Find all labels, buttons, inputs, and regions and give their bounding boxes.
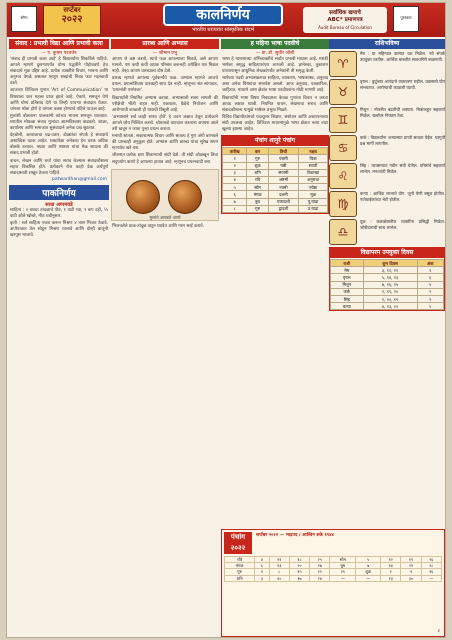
table-cell: १: [223, 155, 247, 162]
stamp-badge: स्टॅम्प: [11, 6, 37, 32]
table-row: [331, 267, 444, 274]
zodiac-sign-icon: ♍: [329, 191, 357, 217]
table-cell: वृषभ: [331, 274, 364, 281]
calendar-cell: २०: [289, 563, 309, 569]
calendar-cell: —: [330, 575, 356, 581]
calendar-cell: १६: [421, 569, 441, 575]
table-header: अंक: [417, 260, 443, 267]
table-cell: ज्येष्ठा: [299, 184, 328, 191]
zodiac-sign-icon: ♎: [329, 219, 357, 245]
table-cell: ६: [417, 274, 443, 281]
table-cell: ५: [417, 303, 443, 310]
article-paragraph: प्रारब्ध म्हणजे आपल्या पूर्वकर्मांचे फळ. अभ्यास म्हणजे आजचे प्रयत्न. प्रयत्नांशिवाय प्रारब्धही साथ देत नाही. म्हणूनच संत सांगतात, 'प्रयत्नांती परमेश्वर'.: [112, 76, 218, 94]
table-cell: सप्तमी: [268, 169, 298, 176]
column-destiny: [111, 39, 219, 638]
masthead-subtitle: भारतीय घराघरांत सांस्कृतिक संदर्भ: [191, 27, 255, 33]
article-paragraph: आजच्या डिजिटल युगात 'Art of Communication' या विषयाला फार महत्त्व प्राप्त झाले आहे. ऐकणे, समजून घेणे आणि योग्य प्रतिसाद देणे या तिन्ही पायऱ्या संवादात येतात. चांगला श्रोता होणे हे चांगला वक्ता होण्याचे पहिले पाऊल आहे.: [10, 88, 108, 112]
table-cell: सोम: [247, 184, 268, 191]
calendar-cell: १९: [401, 557, 421, 563]
table-cell: अष्टमी: [268, 176, 298, 183]
table-cell: षष्ठी: [268, 162, 298, 169]
calendar-cell: सोम: [330, 557, 356, 563]
issue-month: सप्टेंबर: [63, 6, 81, 14]
calendar-cell: १३: [269, 563, 289, 569]
article-heading: प्रारब्ध आणि अभ्यास: [111, 39, 219, 49]
calendar-cell: १२: [381, 557, 401, 563]
circulation-line1: सर्वाधिक खपाचे: [329, 10, 361, 16]
table-cell: सिंह: [331, 296, 364, 303]
table-cell: शनि: [247, 169, 268, 176]
calendar-cell: २: [381, 569, 401, 575]
article-paragraph: भाषा हे माणसाच्या अभिव्यक्तीचे सर्वात प्रभावी माध्यम आहे. मराठी भाषेला समृद्ध साहित्यपरंपरा लाभली आहे. ज्ञानेश्वर, तुकाराम यांच्यापासून आधुनिक लेखकांपर्यंत अनेकांनी ती समृद्ध केली.: [222, 57, 328, 75]
table-row: [223, 191, 328, 198]
zodiac-entry: [329, 191, 445, 217]
article-paragraph: मुलांशी बोलताना पालकांनी त्यांच्या भावना समजून घ्याव्यात. घरातील मोकळा संवाद मुलांचा आत्मविश्वास वाढवतो. शाळा, कार्यालय आणि समाजात सुसंवादाने अनेक प्रश्न सुटतात.: [10, 113, 108, 132]
calendar-cell: ५: [356, 557, 381, 563]
calendar-cell: १५: [289, 569, 309, 575]
table-cell: २: [417, 288, 443, 295]
article-paragraph: वाचन, लेखन आणि चर्चा यांचा सराव केल्यास संवादकौशल्य सहज विकसित होते. प्रत्येकाने रोज काही वेळ अर्थपूर्ण संवादासाठी राखून ठेवला पाहिजे.: [10, 158, 108, 176]
table-header: वार: [247, 148, 268, 155]
table-row: [331, 296, 444, 303]
table-cell: पू.षाढा: [299, 198, 328, 205]
calendar-grid: [224, 556, 442, 582]
calendar-cell: २७: [310, 563, 330, 569]
calendar-cell: रवि: [225, 557, 255, 563]
table-cell: ५: [417, 281, 443, 288]
zodiac-text: तूळ : कलाक्षेत्रातील व्यक्तींना प्रसिद्धी मिळेल. जोडीदाराची साथ लाभेल.: [360, 219, 445, 230]
article-paragraph: विविध विद्यापीठांमध्ये पदव्युत्तर शिक्षण, संशोधन आणि अध्यापनाच्या संधी उपलब्ध आहेत. डिजिटल माध्यमांमुळे भाषा क्षेत्रात नव्या वाटा खुल्या झाल्या आहेत.: [222, 114, 328, 133]
article-paragraph: देहबोली, आवाजाचा चढ-उतार, डोळ्यांचा संपर्क हे संवादाचे अशाब्दिक घटक आहेत. शब्दांपेक्षा अनेकदा हेच घटक अधिक बोलके ठरतात. नम्रता आणि स्पष्टता यांचा मेळ साधला की संवाद प्रभावी होतो.: [10, 133, 108, 157]
table-cell: मेष: [331, 267, 364, 274]
table-header: नक्षत्र: [299, 148, 328, 155]
calendar-cell: बुध: [330, 563, 356, 569]
table-cell: पंचमी: [268, 155, 298, 162]
table-cell: शुक्र: [247, 162, 268, 169]
lucky-days-table: [330, 259, 444, 310]
calendar-cell: —: [356, 575, 381, 581]
table-cell: चित्रा: [299, 155, 328, 162]
food-photo: [111, 169, 219, 221]
table-row: [223, 155, 328, 162]
table-row: [331, 303, 444, 310]
table-cell: ८: [223, 205, 247, 212]
zodiac-sign-icon: ♈: [329, 51, 357, 77]
calendar-cell: गुरु: [225, 569, 255, 575]
table-cell: गुरु: [247, 205, 268, 212]
table-row: [331, 281, 444, 288]
calendar-cell: २६: [421, 557, 441, 563]
lucky-days-box: [329, 247, 445, 311]
calendar-title: सप्टेंबर २०२२ — भाद्रपद / आश्विन शके १९४४: [256, 533, 334, 538]
calendar-cell: मंगळ: [225, 563, 255, 569]
zodiac-entry: [329, 135, 445, 161]
table-cell: गुरु: [247, 155, 268, 162]
table-cell: ७: [223, 198, 247, 205]
calendar-cell: २९: [330, 569, 356, 575]
table-cell: ३, १२, २१: [363, 267, 417, 274]
table-cell: द्वादशी: [268, 205, 298, 212]
calendar-cell: ४: [255, 557, 269, 563]
article-paragraph: भाषेच्या पदवी अभ्यासक्रमात साहित्य, व्याकरण, भाषाशास्त्र, अनुवाद अशा अनेक विषयांचा समावेश असतो. आज अनुवाद, पत्रकारिता, जाहिरात, माध्यमे अशा क्षेत्रांत भाषा पदवीधरांना मोठी मागणी आहे.: [222, 76, 328, 94]
photo-caption: मुलांचे आवडते आप्पे: [149, 214, 181, 220]
issue-year: २०२२: [61, 14, 83, 25]
circulation-line3: Audit Bureau of Circulation: [318, 25, 372, 30]
zodiac-text: मिथुन : नोकरीत बढतीची शक्यता. मित्रांकडून सहकार्य मिळेल. खर्चावर नियंत्रण ठेवा.: [360, 107, 445, 118]
article-paragraph: आपण जे कष्ट करतो, त्याचे फळ आपल्याला मिळते, असे आपण मानतो. पण कधी कधी अथक परिश्रम करूनही अपेक्षित यश मिळत नाही. तेव्हा आपण प्रारब्धाला दोष देतो.: [112, 57, 218, 75]
column-language: [221, 39, 329, 527]
panchang-table-box: [221, 135, 329, 214]
newspaper-page: [6, 2, 446, 638]
table-cell: ७, १६, २५: [363, 281, 417, 288]
table-row: [225, 575, 442, 581]
table-cell: नवमी: [268, 184, 298, 191]
table-cell: २: [223, 162, 247, 169]
article-paragraph: 'अभ्यासाने सर्व काही साध्य होते' हे वचन लक्षात ठेवून प्रत्येकाने आपले ध्येय निश्चित करावे. ध्येयाकडे वाटचाल करताना अपयश आले तरी खचून न जाता पुन्हा प्रयत्न करावा.: [112, 114, 218, 133]
table-row: [223, 205, 328, 212]
table-cell: ६: [223, 191, 247, 198]
zodiac-text: वृषभ : कुटुंबात आनंदाचे वातावरण राहील. प्रवासाचे योग संभवतात. आरोग्याची काळजी घ्यावी.: [360, 79, 445, 90]
calendar-cell: ८: [269, 569, 289, 575]
calendar-label-line1: पंचांग: [230, 533, 246, 541]
table-cell: मंगळ: [247, 191, 268, 198]
calendar-cell: १०: [269, 575, 289, 581]
table-cell: विशाखा: [299, 169, 328, 176]
table-cell: उ.षाढा: [299, 205, 328, 212]
zodiac-sign-icon: ♉: [329, 79, 357, 105]
appe-image: [168, 180, 202, 214]
article-heading: राशिभविष्य: [329, 39, 445, 49]
award-badge: पुरस्कार: [393, 6, 419, 32]
recipe-ingredients: साहित्य : २ वाट्या तांदळाचे पीठ, १ वाटी रवा, १ कप दही, ½ वाटी ओले खोबरे, मीठ चवीनुसार.: [10, 207, 108, 219]
zodiac-entry: [329, 51, 445, 77]
table-cell: १, १०, १९: [363, 296, 417, 303]
zodiac-text: कर्क : विद्यार्थ्यांना अभ्यासात प्रगती साधता येईल. घरगुती प्रश्न मार्गी लागतील.: [360, 135, 445, 146]
recipe-name: साधा अप्पमवडे: [45, 201, 73, 208]
zodiac-sign-icon: ♋: [329, 135, 357, 161]
monthly-calendar: [221, 529, 445, 637]
table-row: [223, 176, 328, 183]
zodiac-sign-icon: ♊: [329, 107, 357, 133]
masthead: [7, 3, 446, 37]
author-email[interactable]: patwardhan@gmail.com: [52, 176, 107, 182]
column-horoscope: [329, 39, 445, 527]
table-cell: एकादशी: [268, 198, 298, 205]
table-cell: ३: [223, 169, 247, 176]
calendar-cell: ७: [356, 563, 381, 569]
table-header: राशी: [331, 260, 364, 267]
article-paragraph: मनाची शांतता, सकारात्मक विचार आणि सातत्य हे गुण अंगी बाणवले की प्रारब्धही अनुकूल होते. अभ्यास आणि प्रारब्ध यांचा सुरेख संगम म्हणजेच खरे यश.: [112, 134, 218, 152]
table-header: शुभ दिवस: [363, 260, 417, 267]
circulation-line2: ABC* प्रमाणपत्र: [327, 17, 363, 23]
calendar-cell: ६: [255, 563, 269, 569]
table-cell: ९: [417, 267, 443, 274]
calendar-cell: १८: [289, 557, 309, 563]
article-paragraph: भिजवलेले डाळ-तांदूळ वाटून घ्यावेत आणि गरम सर्व्ह करावे.: [112, 223, 205, 229]
calendar-label-line2: २०२२: [230, 544, 246, 552]
table-cell: कर्क: [331, 288, 364, 295]
table-cell: मूळ: [299, 191, 328, 198]
zodiac-entry: [329, 163, 445, 189]
recipe-section-title: पाकनिर्णय: [9, 185, 109, 200]
table-cell: कन्या: [331, 303, 364, 310]
zodiac-entry: [329, 79, 445, 105]
calendar-cell: २१: [401, 563, 421, 569]
table-cell: ५: [223, 184, 247, 191]
circulation-box: [303, 7, 387, 33]
table-cell: स्वाती: [299, 162, 328, 169]
table-header: तारीख: [223, 148, 247, 155]
table-row: [223, 162, 328, 169]
page-number: ३: [437, 629, 440, 634]
article-paragraph: विद्यार्थ्यांनी भाषा विषय निवडताना केवळ गुणांचा विचार न करता आवड लक्षात घ्यावी. नियमित वाचन, लेखनाचा सराव आणि संवादकौशल्य यामुळे भाषेवर प्रभुत्व मिळते.: [222, 95, 328, 113]
zodiac-sign-icon: ♌: [329, 163, 357, 189]
calendar-cell: १७: [289, 575, 309, 581]
article-paragraph: 'संवाद ही प्रभावी कला आहे' हे विद्यार्थ्यांना शिकविले पाहिजे. आपले म्हणणे दुसऱ्यापर्यंत योग्य पद्धतीने पोहोचवणे हेच संवादाचे मूळ उद्दिष्ट आहे. प्रत्येक व्यक्तीचे विचार, भावना आणि अनुभव वेगळे असतात म्हणून शब्दांची निवड फार महत्त्वाची ठरते.: [10, 57, 108, 87]
table-cell: २, ११, २०: [363, 288, 417, 295]
zodiac-entry: [329, 219, 445, 245]
zodiac-text: मेष : या महिन्यात कामात यश मिळेल. नवे संपर्क उपयुक्त ठरतील. आर्थिक बाबतीत सावधगिरी बाळगावी.: [360, 51, 445, 62]
table-cell: बुध: [247, 198, 268, 205]
calendar-cell: ३०: [401, 575, 421, 581]
table-row: [331, 288, 444, 295]
table-row: [223, 169, 328, 176]
calendar-label: [224, 532, 252, 554]
zodiac-text: कन्या : आर्थिक लाभाचे योग. जुनी येणी वसूल होतील. नातेवाईकांच्या भेटी होतील.: [360, 191, 445, 202]
calendar-cell: १४: [381, 563, 401, 569]
table-cell: ४: [223, 176, 247, 183]
table-cell: रवि: [247, 176, 268, 183]
article-paragraph: विद्यार्थ्यांनी नियमित अभ्यास करावा. अभ्यासाची सवय लागली की परीक्षेची भीती राहत नाही. एकाग्रता, वेळेचे नियोजन आणि आरोग्याची काळजी ही यशाची त्रिसूत्री आहे.: [112, 95, 218, 113]
calendar-cell: शनि: [225, 575, 255, 581]
table-cell: १: [417, 296, 443, 303]
calendar-cell: शुक्र: [356, 569, 381, 575]
panchang-table: [222, 147, 328, 213]
article-heading: संवाद : प्रभावी विद्या आणि प्रभावी कला: [9, 39, 109, 49]
article-byline: — श्रीमान प्रभु: [152, 51, 178, 56]
lucky-days-title: विद्यापरम उपयुक्त दिवस: [330, 248, 444, 258]
calendar-cell: ११: [269, 557, 289, 563]
panchang-table-title: पंचांग शानुरे पंचांग: [222, 136, 328, 146]
appe-image: [126, 180, 160, 214]
table-cell: ५, १४, २३: [363, 274, 417, 281]
article-paragraph: जीवनात प्रत्येक क्षण शिकण्याची संधी देतो. ती संधी ओळखून तिचा सदुपयोग करणे हे आपल्या हातात आहे. म्हणूनच प्रयत्नवादी बना.: [112, 153, 218, 165]
calendar-cell: —: [421, 575, 441, 581]
table-header: तिथी: [268, 148, 298, 155]
column-communication: [9, 39, 109, 638]
calendar-cell: २४: [310, 575, 330, 581]
calendar-cell: २५: [310, 557, 330, 563]
table-cell: ४, १३, २२: [363, 303, 417, 310]
recipe-method: कृती : सर्व साहित्य एकत्र करून मिश्रण ४ तास भिजत ठेवावे. अप्पेपात्रात तेल सोडून मिश्रण घालावे आणि दोन्ही बाजूंनी खरपूस भाजावे.: [10, 220, 108, 239]
article-byline: — प्रा. डॉ. सुधीर जोशी: [255, 51, 295, 56]
issue-date: [43, 5, 101, 35]
table-row: [223, 184, 328, 191]
calendar-cell: २८: [421, 563, 441, 569]
zodiac-text: सिंह : व्यवसायात नवीन संधी येतील. वरिष्ठांचे सहकार्य लाभेल. मनःशांती मिळेल.: [360, 163, 445, 174]
masthead-logo: कालनिर्णय: [163, 4, 283, 26]
table-row: [223, 198, 328, 205]
article-byline: — ए. कुमार पटवर्धन: [41, 51, 77, 56]
calendar-cell: २३: [381, 575, 401, 581]
table-cell: दशमी: [268, 191, 298, 198]
article-heading: ह महिना भाषा पदवीचे: [221, 39, 329, 49]
calendar-cell: २२: [310, 569, 330, 575]
table-cell: अनुराधा: [299, 176, 328, 183]
zodiac-entry: [329, 107, 445, 133]
calendar-cell: ३: [255, 575, 269, 581]
table-row: [331, 274, 444, 281]
calendar-cell: १: [255, 569, 269, 575]
table-cell: मिथुन: [331, 281, 364, 288]
calendar-cell: ९: [401, 569, 421, 575]
